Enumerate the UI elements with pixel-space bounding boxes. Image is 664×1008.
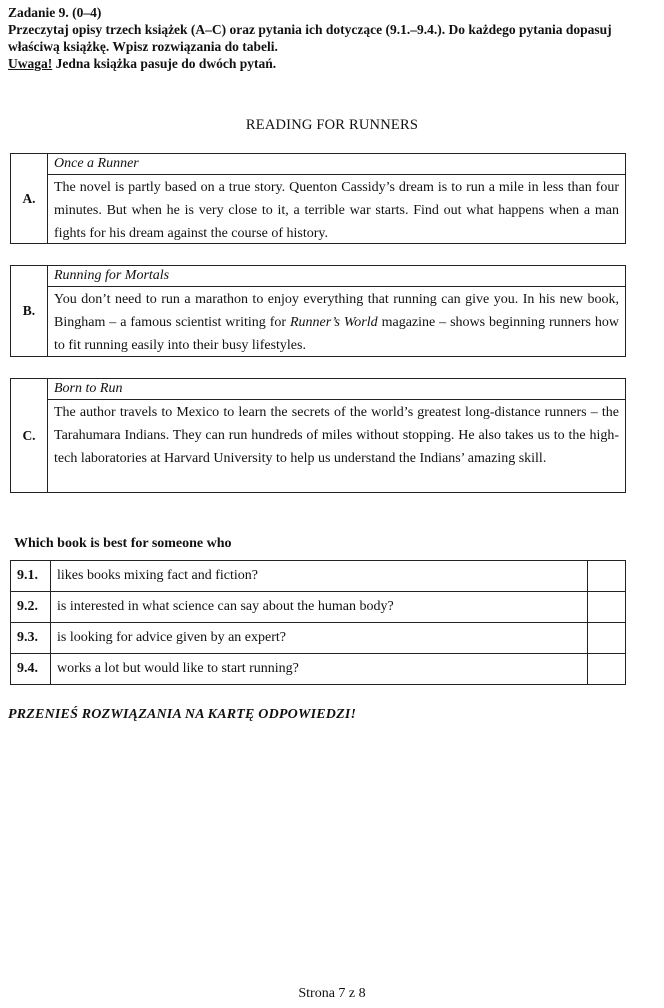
book-description: The novel is partly based on a true story. Quenton Cassidy’s dream is to run a mile in less than four minutes. But when he is very close to it, a terrible war starts. Find out what happens when a man fights for his dream against the course of history. xyxy=(54,180,619,241)
book-a xyxy=(10,153,626,244)
task-header xyxy=(8,4,648,72)
answer-cell[interactable] xyxy=(588,561,626,592)
book-description-part: You don’t need to run a marathon to enjoy everything that running can give you. In his new book, Bingham – a famous scientist writing for xyxy=(54,292,619,330)
book-letter: C. xyxy=(11,379,48,492)
book-description xyxy=(54,287,619,357)
book-body xyxy=(48,379,625,492)
transfer-note: PRZENIEŚ ROZWIĄZANIA NA KARTĘ ODPOWIEDZI! xyxy=(8,707,357,722)
table-row xyxy=(11,592,626,623)
question-number: 9.4. xyxy=(11,654,51,685)
book-letter: A. xyxy=(11,154,48,243)
question-text: works a lot but would like to start running? xyxy=(51,654,588,685)
answer-cell[interactable] xyxy=(588,623,626,654)
book-letter: B. xyxy=(11,266,48,356)
book-title: Running for Mortals xyxy=(48,266,625,287)
book-description: The author travels to Mexico to learn the secrets of the world’s greatest long-distance runners – the Tarahumara Indians. They can run hundreds of miles without stopping. He also takes us to the high-tech laboratories at Harvard University to help us understand the Indians’ amazing skill. xyxy=(54,405,619,466)
book-description-part: magazine – shows beginning runners how to fit running easily into their busy lifestyles. xyxy=(54,315,619,353)
task-note xyxy=(8,55,648,72)
book-body xyxy=(48,266,625,356)
table-row xyxy=(11,561,626,592)
section-title: READING FOR RUNNERS xyxy=(245,117,419,133)
page-number: Strona 7 z 8 xyxy=(298,986,366,1001)
book-title: Born to Run xyxy=(48,379,625,400)
magazine-name: Runner’s World xyxy=(289,315,378,330)
book-body xyxy=(48,154,625,243)
table-row xyxy=(11,623,626,654)
questions-table xyxy=(10,560,626,685)
book-c xyxy=(10,378,626,493)
note-label: Uwaga! xyxy=(8,56,53,71)
questions-heading: Which book is best for someone who xyxy=(14,536,232,551)
task-title: Zadanie 9. (0–4) xyxy=(8,5,102,20)
task-instruction: Przeczytaj opisy trzech książek (A–C) oraz pytania ich dotyczące (9.1.–9.4.). Do każdego pytania dopasuj właściwą książkę. Wpisz rozwiązania do tabeli. xyxy=(8,22,612,54)
question-number: 9.1. xyxy=(11,561,51,592)
answer-cell[interactable] xyxy=(588,592,626,623)
book-b xyxy=(10,265,626,357)
note-text: Jedna książka pasuje do dwóch pytań. xyxy=(52,56,277,71)
question-text: is interested in what science can say about the human body? xyxy=(51,592,588,623)
table-row xyxy=(11,654,626,685)
question-text: is looking for advice given by an expert? xyxy=(51,623,588,654)
answer-cell[interactable] xyxy=(588,654,626,685)
question-number: 9.2. xyxy=(11,592,51,623)
question-number: 9.3. xyxy=(11,623,51,654)
question-text: likes books mixing fact and fiction? xyxy=(51,561,588,592)
book-title: Once a Runner xyxy=(48,154,625,175)
